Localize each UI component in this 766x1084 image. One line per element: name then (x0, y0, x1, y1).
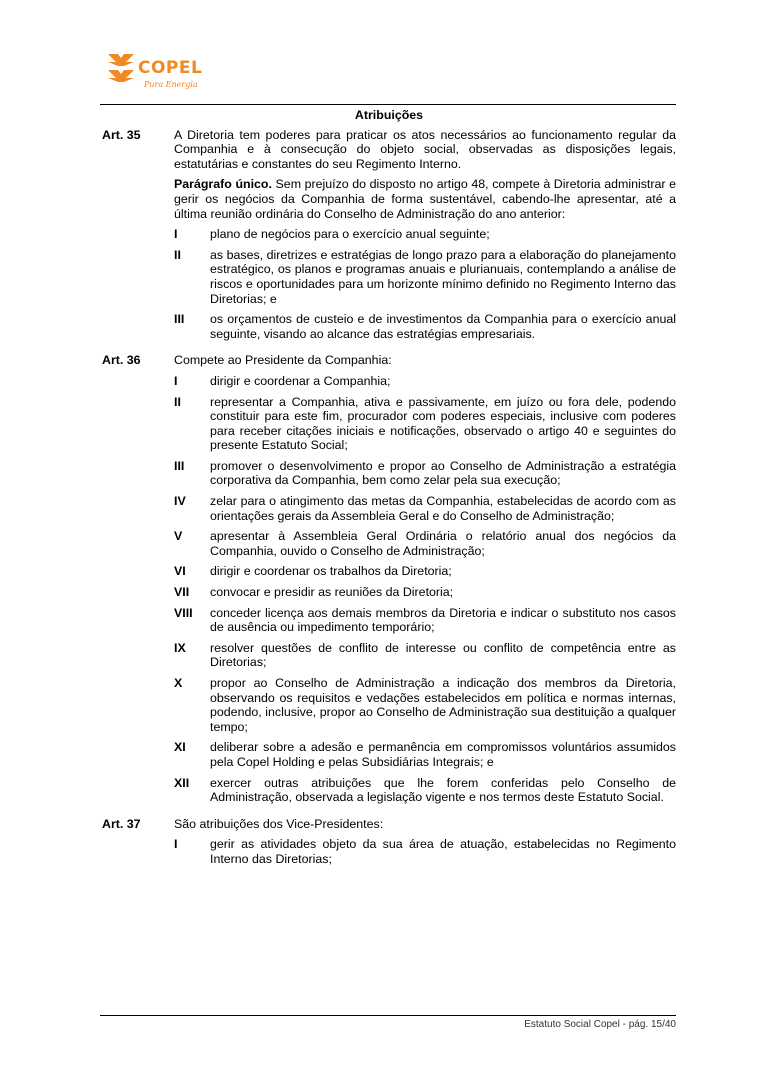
item-number: III (174, 312, 185, 327)
item-text: conceder licença aos demais membros da Diretoria e indicar o substituto nos casos de ausência ou impedimento temporário; (210, 605, 676, 635)
item-number: V (174, 529, 183, 544)
paragrafo-text: Sem prejuízo do disposto no artigo 48, compete à Diretoria administrar e gerir os negócios da Companhia de forma sustentável, cabendo-lhe apresentar, até a última reunião ordinária do Conselho de Administração do ano anterior: (174, 177, 676, 221)
paragrafo-label: Parágrafo único. (174, 177, 272, 192)
item-text: convocar e presidir as reuniões da Diretoria; (210, 585, 454, 600)
item-list (174, 374, 676, 805)
item-text: exercer outras atribuições que lhe forem conferidas pelo Conselho de Administração, observada a legislação vigente e nos termos deste Estatuto Social. (210, 775, 676, 805)
article-caput: São atribuições dos Vice-Presidentes: (174, 816, 384, 831)
item-text: dirigir e coordenar a Companhia; (210, 373, 391, 388)
item-list (174, 837, 676, 866)
item-text: gerir as atividades objeto da sua área de atuação, estabelecidas no Regimento Interno das Diretorias; (210, 837, 676, 866)
item-number: III (174, 458, 185, 473)
item-number: I (174, 227, 178, 242)
article-label: Art. 36 (102, 353, 141, 368)
article-body (174, 128, 676, 348)
article-caput: Compete ao Presidente da Companhia: (174, 353, 392, 368)
item-number: II (174, 394, 181, 409)
item-text: zelar para o atingimento das metas da Companhia, estabelecidas de acordo com as orientações gerais da Assembleia Geral e do Conselho de Administração; (210, 494, 676, 523)
list-item (174, 374, 676, 389)
copel-logo-icon (106, 52, 136, 86)
list-item (174, 312, 676, 341)
item-number: VII (174, 585, 190, 600)
item-text: propor ao Conselho de Administração a indicação dos membros da Diretoria, observando os requisitos e vedações estabelecidos em política e normas internas, podendo, inclusive, propor ao Conselho de Administração sua destituição a qualquer tempo; (210, 676, 676, 734)
document-body (102, 108, 676, 879)
list-item (174, 740, 676, 769)
article-37 (102, 817, 676, 873)
article-body (174, 353, 676, 810)
item-text: dirigir e coordenar os trabalhos da Diretoria; (210, 564, 452, 579)
list-item (174, 227, 676, 242)
list-item (174, 248, 676, 306)
article-caput: A Diretoria tem poderes para praticar os atos necessários ao funcionamento regular da Companhia e à consecução do objeto social, observadas as disposições legais, estatutárias e constantes do seu Regimento Interno. (174, 127, 676, 171)
item-number: IV (174, 494, 186, 509)
item-number: VI (174, 564, 186, 579)
item-number: I (174, 837, 178, 852)
item-text: plano de negócios para o exercício anual seguinte; (210, 227, 490, 242)
list-item (174, 529, 676, 558)
item-number: II (174, 247, 181, 262)
article-35 (102, 128, 676, 348)
logo-tagline: Pura Energia (144, 80, 198, 89)
list-item (174, 776, 676, 805)
item-number: VIII (174, 605, 193, 620)
logo-wordmark: COPEL (138, 58, 203, 78)
item-number: IX (174, 640, 186, 655)
list-item (174, 837, 676, 866)
article-body (174, 817, 676, 873)
item-list (174, 227, 676, 341)
list-item (174, 585, 676, 600)
item-text: promover o desenvolvimento e propor ao Conselho de Administração a estratégia corporativa da Companhia, bem como zelar pela sua execução; (210, 458, 676, 488)
copel-logo (106, 52, 236, 102)
paragrafo-unico (174, 177, 676, 221)
item-number: X (174, 676, 183, 690)
section-title: Atribuições (354, 108, 424, 122)
item-number: XII (174, 775, 190, 790)
article-label: Art. 37 (102, 816, 141, 831)
list-item (174, 395, 676, 453)
list-item (174, 494, 676, 523)
list-item (174, 459, 676, 488)
list-item (174, 564, 676, 579)
header-divider (100, 104, 676, 105)
item-text: resolver questões de conflito de interesse ou conflito de competência entre as Diretorias; (210, 640, 676, 670)
page-footer: Estatuto Social Copel - pág. 15/40 (524, 1019, 676, 1030)
item-number: XI (174, 740, 186, 755)
footer-divider (100, 1015, 676, 1016)
item-number: I (174, 373, 178, 388)
article-label: Art. 35 (102, 127, 141, 142)
list-item (174, 641, 676, 670)
article-36 (102, 353, 676, 810)
item-text: os orçamentos de custeio e de investimentos da Companhia para o exercício anual seguinte, visando ao alcance das estratégias empresariais. (210, 312, 676, 341)
item-text: as bases, diretrizes e estratégias de longo prazo para a elaboração do planejamento estratégico, os planos e programas anuais e plurianuais, contemplando a análise de riscos e oportunidades para um horizonte mínimo definido no Regimento Interno das Diretorias; e (210, 247, 676, 306)
list-item (174, 606, 676, 635)
item-text: representar a Companhia, ativa e passivamente, em juízo ou fora dele, podendo constituir para este fim, procurador com poderes especiais, inclusive com poderes para receber citações iniciais e notificações, observado o artigo 40 e seguintes do presente Estatuto Social; (210, 394, 676, 453)
item-text: apresentar à Assembleia Geral Ordinária o relatório anual dos negócios da Companhia, ouvido o Conselho de Administração; (210, 529, 676, 558)
item-text: deliberar sobre a adesão e permanência em compromissos voluntários assumidos pela Copel Holding e pelas Subsidiárias Integrais; e (210, 740, 676, 769)
list-item (174, 676, 676, 734)
